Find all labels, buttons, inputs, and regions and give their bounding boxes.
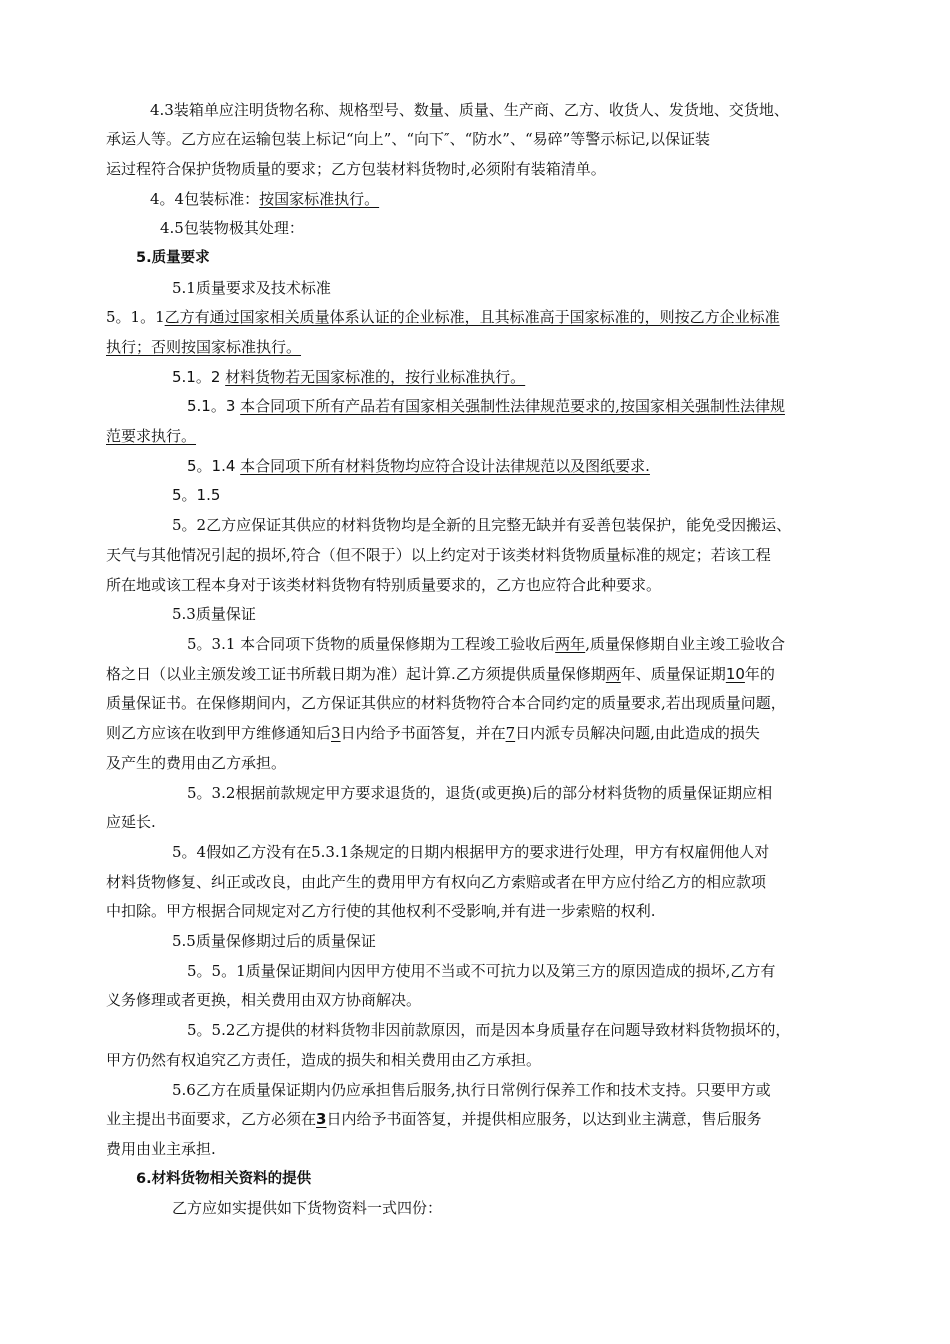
- clause-5-5-1-line-2: [106, 990, 421, 1010]
- paragraph-4-3-line-1: [150, 100, 856, 120]
- text: 4.3装箱单应注明货物名称、规格型号、数量、质量、生产商、乙方、收货人、发货地、交货地、: [150, 101, 789, 119]
- clause-5-3-1-line-5: [106, 753, 286, 773]
- text: 5。5.2乙方提供的材料货物非因前款原因，而是因本身质量存在问题导致材料货物损坏的，: [187, 1021, 791, 1039]
- clause-5-2-line-3: [106, 575, 661, 595]
- text: ,质量保修期自业主竣工验收合: [585, 635, 785, 653]
- section-heading-6: [136, 1169, 311, 1189]
- text: 5。1。1: [106, 308, 165, 326]
- clause-5-3-1-line-3: [106, 693, 786, 713]
- clause-5-1-1-line-1: [106, 307, 780, 327]
- clause-5-3-1-line-4: [106, 723, 760, 743]
- clause-5-5-1-line-1: [187, 961, 775, 981]
- text: 年、质量保证期: [620, 665, 726, 683]
- text: 5.5质量保修期过后的质量保证: [172, 932, 376, 950]
- filled-value: 本合同项下所有材料货物均应符合设计法律规范以及图纸要求.: [240, 457, 650, 475]
- clause-5-6-line-1: [172, 1080, 771, 1100]
- filled-value: 范要求执行。: [106, 427, 197, 445]
- clause-5-5-2-line-2: [106, 1050, 541, 1070]
- text: 6.材料货物相关资料的提供: [136, 1171, 312, 1187]
- text: 5。2乙方应保证其供应的材料货物均是全新的且完整无缺并有妥善包装保护，能免受因搬运、: [172, 516, 792, 534]
- filled-value: 材料货物若无国家标准的，按行业标准执行。: [225, 368, 526, 386]
- text: 所在地或该工程本身对于该类材料货物有特别质量要求的，乙方也应符合此种要求。: [106, 576, 662, 594]
- filled-value: 7: [505, 724, 516, 742]
- text: 日内给予书面答复，并在: [340, 724, 506, 742]
- clause-4-4-packaging-standard: [150, 189, 379, 209]
- clause-5-3-2-line-1: [187, 783, 772, 803]
- text: 格之日（以业主颁发竣工证书所载日期为准）起计算.乙方须提供质量保修期: [106, 665, 606, 683]
- clause-4-5-packaging-disposal: [160, 218, 304, 238]
- filled-value: 3: [316, 1110, 327, 1128]
- clause-5-4-line-3: [106, 901, 656, 921]
- text: 承运人等。乙方应在运输包装上标记“向上”、“向下″、“防水”、“易碎”等警示标记,以保证装: [106, 130, 711, 148]
- text: 4。4包装标准：: [150, 190, 260, 208]
- text: 质量保证书。在保修期间内，乙方保证其供应的材料货物符合本合同约定的质量要求,若出现质量问题，: [106, 694, 786, 712]
- clause-5-1-2: [172, 367, 525, 387]
- clause-number: 5。1.5: [172, 486, 221, 504]
- filled-value: 两: [605, 665, 621, 683]
- clause-number: 5.1。2: [172, 368, 226, 386]
- paragraph-4-3-line-3: [106, 159, 606, 179]
- clause-5-3-1-line-1: [187, 634, 785, 654]
- paragraph-4-3-line-2: [106, 129, 710, 149]
- clause-5-6-line-3: [106, 1139, 216, 1159]
- text: 则乙方应该在收到甲方维修通知后: [106, 724, 332, 742]
- clause-5-4-line-2: [106, 872, 766, 892]
- filled-value: 乙方有通过国家相关质量体系认证的企业标准，且其标准高于国家标准的，则按乙方企业标准: [164, 308, 780, 326]
- text: 乙方应如实提供如下货物资料一式四份：: [172, 1199, 443, 1217]
- text: 义务修理或者更换，相关费用由双方协商解决。: [106, 991, 422, 1009]
- subheading-5-3: [172, 604, 256, 624]
- clause-5-6-line-2: [106, 1109, 761, 1129]
- text: 日内派专员解决问题,由此造成的损失: [515, 724, 760, 742]
- text: 中扣除。甲方根据合同规定对乙方行使的其他权利不受影响,并有进一步索赔的权利.: [106, 902, 656, 920]
- clause-5-1-5: [172, 485, 220, 505]
- text: 日内给予书面答复，并提供相应服务，以达到业主满意，售后服务: [326, 1110, 762, 1128]
- text: 5.3质量保证: [172, 605, 256, 623]
- text: 5.1质量要求及技术标准: [172, 279, 331, 297]
- clause-number: 5.1。3: [187, 397, 241, 415]
- subheading-5-5: [172, 931, 376, 951]
- text: 年的: [744, 665, 775, 683]
- text: 甲方仍然有权追究乙方责任，造成的损失和相关费用由乙方承担。: [106, 1051, 542, 1069]
- clause-5-1-3-line-2: [106, 426, 196, 446]
- clause-number: 5。1.4: [187, 457, 241, 475]
- text: 天气与其他情况引起的损坏,符合（但不限于）以上约定对于该类材料货物质量标准的规定；若该工程: [106, 546, 771, 564]
- filled-value: 10: [725, 665, 745, 683]
- clause-5-2-line-1: [172, 515, 791, 535]
- text: 运过程符合保护货物质量的要求；乙方包装材料货物时,必须附有装箱清单。: [106, 160, 606, 178]
- clause-5-3-1-line-2: [106, 664, 775, 684]
- clause-5-1-4: [187, 456, 650, 476]
- text: 5。4假如乙方没有在5.3.1条规定的日期内根据甲方的要求进行处理，甲方有权雇佣他人对: [172, 843, 770, 861]
- text: 5。5。1质量保证期间内因甲方使用不当或不可抗力以及第三方的原因造成的损坏,乙方有: [187, 962, 776, 980]
- filled-value: 按国家标准执行。: [259, 190, 380, 208]
- filled-value: 执行；否则按国家标准执行。: [106, 338, 302, 356]
- text: 5。3.2根据前款规定甲方要求退货的，退货(或更换)后的部分材料货物的质量保证期应相: [187, 784, 773, 802]
- filled-value: 两年: [555, 635, 586, 653]
- text: 业主提出书面要求，乙方必须在: [106, 1110, 317, 1128]
- clause-5-3-2-line-2: [106, 812, 156, 832]
- text: 5.6乙方在质量保证期内仍应承担售后服务,执行日常例行保养工作和技术支持。只要甲方或: [172, 1081, 771, 1099]
- text: 5.质量要求: [136, 250, 210, 266]
- text: 应延长.: [106, 813, 156, 831]
- filled-value: 3: [331, 724, 341, 742]
- section-6-intro: [172, 1198, 442, 1218]
- text: 5。3.1 本合同项下货物的质量保修期为工程竣工验收后: [187, 635, 556, 653]
- clause-5-4-line-1: [172, 842, 769, 862]
- section-heading-5: [136, 248, 210, 268]
- text: 及产生的费用由乙方承担。: [106, 754, 287, 772]
- subheading-5-1: [172, 278, 331, 298]
- text: 费用由业主承担.: [106, 1140, 216, 1158]
- filled-value: 本合同项下所有产品若有国家相关强制性法律规范要求的,按国家相关强制性法律规: [240, 397, 785, 415]
- clause-5-1-1-line-2: [106, 337, 301, 357]
- clause-5-1-3-line-1: [187, 396, 785, 416]
- text: 材料货物修复、纠正或改良，由此产生的费用甲方有权向乙方索赔或者在甲方应付给乙方的相应款项: [106, 873, 767, 891]
- clause-5-5-2-line-1: [187, 1020, 790, 1040]
- clause-5-2-line-2: [106, 545, 771, 565]
- text: 4.5包装物极其处理：: [160, 219, 304, 237]
